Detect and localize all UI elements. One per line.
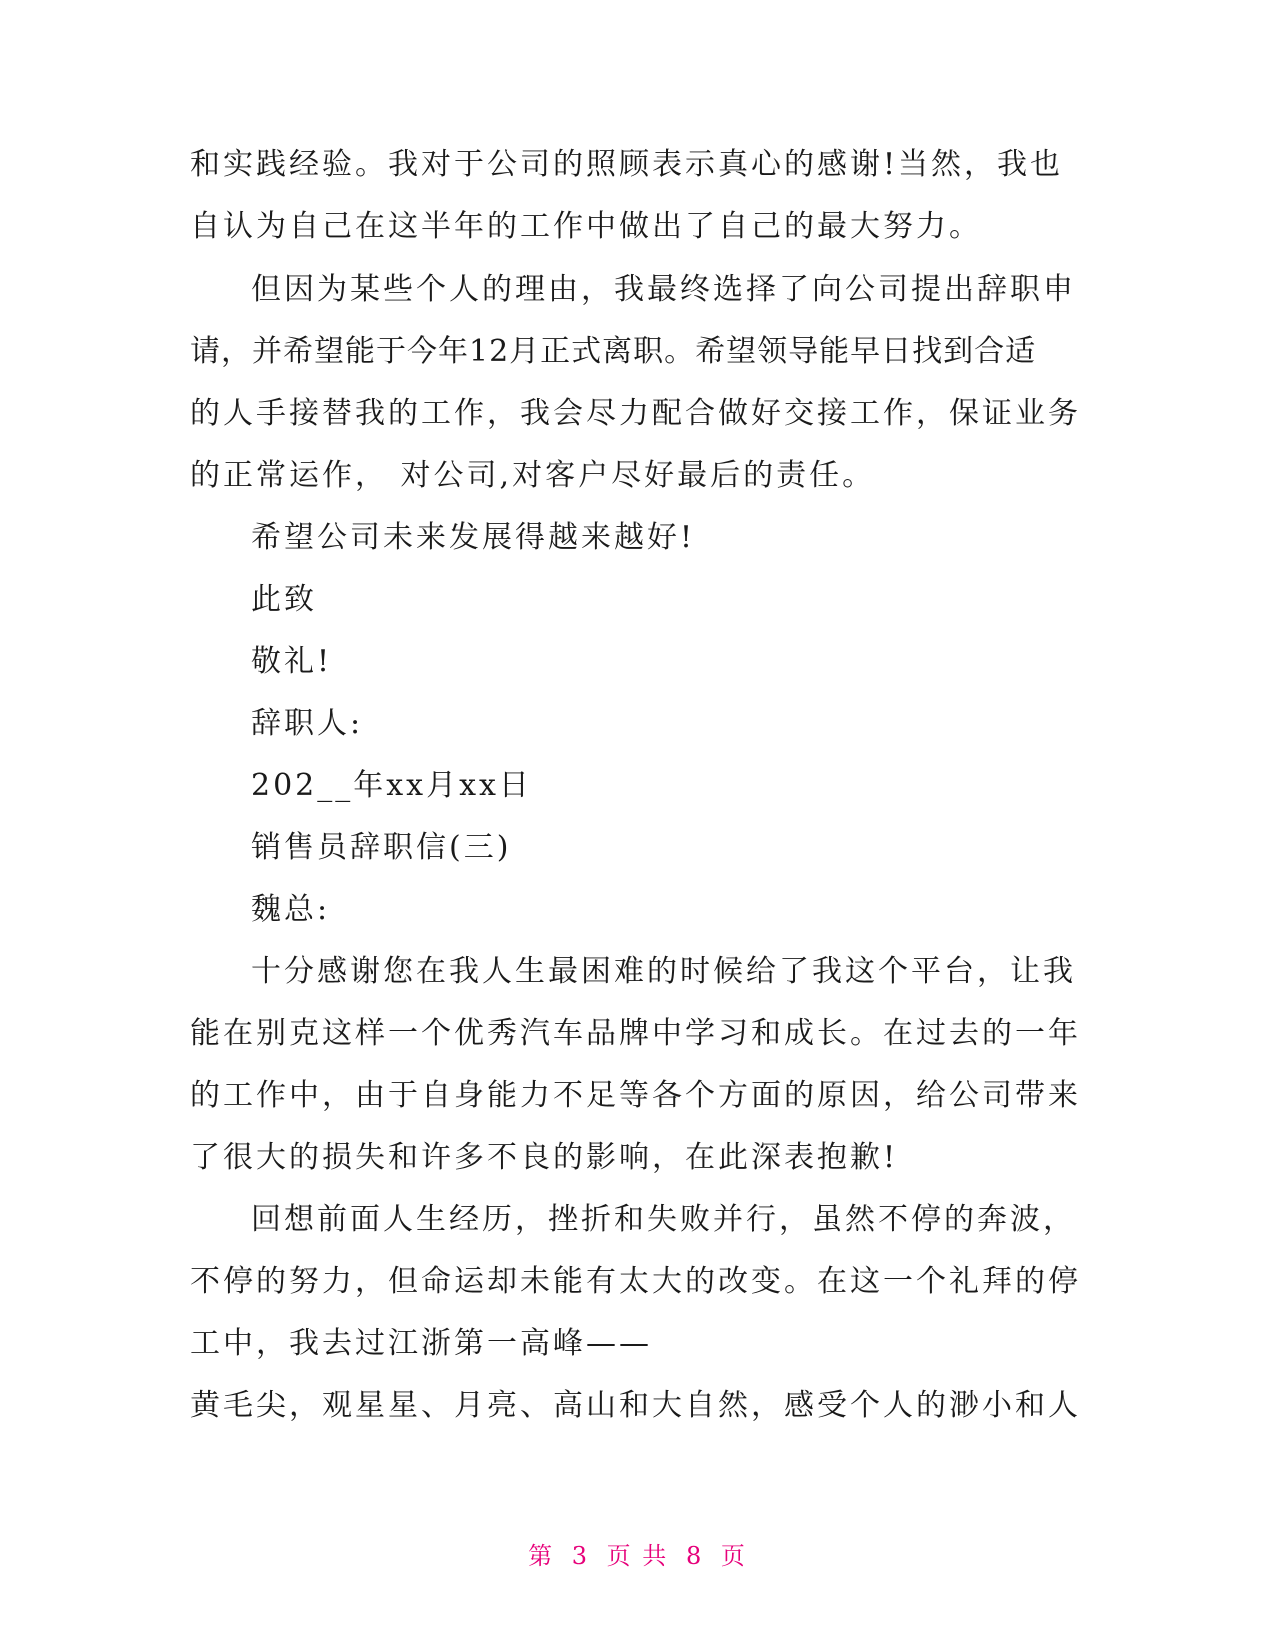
text-line: 的人手接替我的工作，我会尽力配合做好交接工作，保证业务 bbox=[190, 396, 1081, 431]
text-line: 自认为自己在这半年的工作中做出了自己的最大努力。 bbox=[190, 209, 982, 244]
total-pages-number: 8 bbox=[685, 1542, 704, 1570]
date-line: 202__年xx月xx日 bbox=[251, 768, 532, 803]
text-line: 回想前面人生经历，挫折和失败并行，虽然不停的奔波， bbox=[251, 1202, 1076, 1237]
section-heading: 销售员辞职信(三) bbox=[251, 830, 512, 865]
text-line: 工中，我去过江浙第一高峰—— bbox=[190, 1326, 652, 1361]
page-number-footer bbox=[0, 1540, 1275, 1572]
text-line: 请，并希望能于今年12月正式离职。希望领导能早日找到合适 bbox=[190, 334, 1037, 369]
text-line: 的工作中，由于自身能力不足等各个方面的原因，给公司带来 bbox=[190, 1078, 1081, 1113]
text-line: 黄毛尖，观星星、月亮、高山和大自然，感受个人的渺小和人 bbox=[190, 1388, 1081, 1423]
salutation-closing: 此致 bbox=[251, 582, 317, 617]
current-page-number: 3 bbox=[571, 1542, 590, 1570]
signature-label: 辞职人: bbox=[251, 706, 364, 741]
footer-prefix: 第 bbox=[528, 1542, 555, 1570]
recipient-greeting: 魏总: bbox=[251, 892, 331, 927]
footer-middle: 页 共 bbox=[606, 1542, 669, 1570]
text-line: 希望公司未来发展得越来越好! bbox=[251, 520, 696, 555]
text-line: 但因为某些个人的理由，我最终选择了向公司提出辞职申 bbox=[251, 272, 1076, 307]
text-line: 的正常运作， 对公司,对客户尽好最后的责任。 bbox=[190, 458, 876, 493]
text-line: 不停的努力，但命运却未能有太大的改变。在这一个礼拜的停 bbox=[190, 1264, 1081, 1299]
text-line: 了很大的损失和许多不良的影响，在此深表抱歉! bbox=[190, 1140, 899, 1175]
text-line: 和实践经验。我对于公司的照顾表示真心的感谢!当然，我也 bbox=[190, 147, 1064, 182]
text-line: 十分感谢您在我人生最困难的时候给了我这个平台，让我 bbox=[251, 954, 1076, 989]
footer-suffix: 页 bbox=[720, 1542, 747, 1570]
text-line: 能在别克这样一个优秀汽车品牌中学习和成长。在过去的一年 bbox=[190, 1016, 1081, 1051]
salutation-regards: 敬礼! bbox=[251, 644, 333, 679]
